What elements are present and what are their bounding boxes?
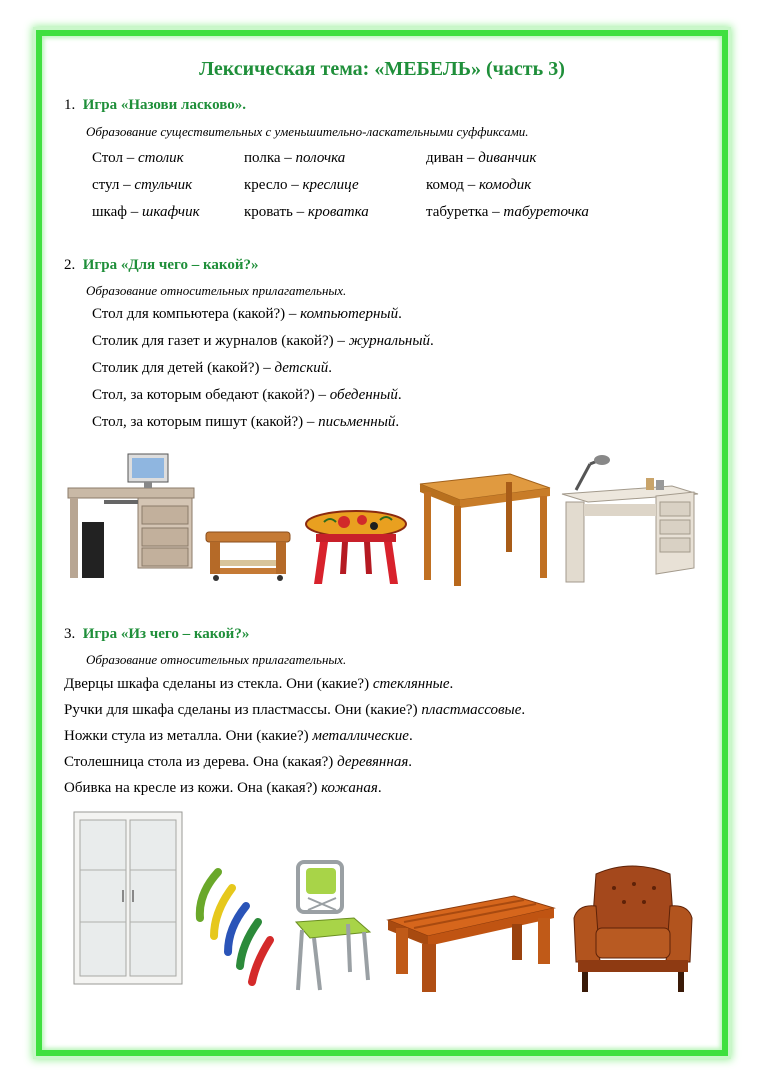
pair-diminutive: комодик: [478, 177, 532, 193]
writing-desk-image: [560, 450, 700, 586]
sentence-end: .: [449, 676, 454, 692]
sentence-answer: обеденный: [329, 387, 398, 403]
section3-line: [64, 754, 412, 771]
pair-word: диван: [426, 150, 464, 166]
pair-dash: –: [463, 150, 479, 166]
pair-dash: –: [287, 177, 303, 193]
sentence-answer: компьютерный: [300, 306, 399, 322]
section2-line: [92, 306, 402, 323]
section3-line: [64, 676, 453, 693]
pair-item: [244, 177, 359, 194]
pair-item: [244, 150, 345, 167]
pair-item: [244, 204, 369, 221]
section2-line: [92, 333, 434, 350]
pair-dash: –: [119, 177, 135, 193]
pair-diminutive: стульчик: [134, 177, 193, 193]
page-title: Лексическая тема: «МЕБЕЛЬ» (часть 3): [199, 58, 565, 80]
sentence-text: Стол, за которым обедают (какой?) –: [92, 387, 330, 403]
section3-heading: [64, 626, 249, 643]
sentence-end: .: [408, 754, 413, 770]
section3-number: 3.: [64, 626, 76, 642]
section2-name: Игра «Для чего – какой?»: [82, 257, 259, 273]
section3-line: [64, 780, 382, 797]
pair-diminutive: шкафчик: [142, 204, 200, 220]
pair-item: [426, 177, 531, 194]
sentence-end: .: [328, 360, 332, 376]
leather-armchair-image: [570, 864, 696, 996]
dining-table-image: [414, 470, 554, 590]
pair-word: табуретка: [426, 204, 489, 220]
pair-diminutive: креслице: [302, 177, 359, 193]
pair-item: [426, 150, 536, 167]
sentence-answer: журнальный: [348, 333, 431, 349]
sentence-text: Ножки стула из металла. Они (какие?): [64, 728, 313, 744]
section2-subtitle: Образование относительных прилагательных.: [86, 283, 347, 298]
section2-number: 2.: [64, 257, 76, 273]
sentence-text: Столешница стола из дерева. Она (какая?): [64, 754, 338, 770]
sentence-end: .: [521, 702, 526, 718]
pair-word: стул: [92, 177, 120, 193]
pair-diminutive: полочка: [295, 150, 346, 166]
wooden-table-image: [384, 890, 558, 996]
pair-dash: –: [292, 204, 308, 220]
sentence-end: .: [398, 306, 402, 322]
section1-name: Игра «Назови ласково».: [82, 97, 246, 113]
pair-word: полка: [244, 150, 281, 166]
pair-item: [92, 150, 184, 167]
sentence-answer: металлические: [312, 728, 409, 744]
plastic-handles-image: [190, 866, 280, 986]
sentence-end: .: [395, 414, 400, 430]
pair-dash: –: [463, 177, 479, 193]
glass-cabinet-image: [72, 810, 184, 990]
pair-dash: –: [122, 150, 138, 166]
sentence-end: .: [397, 387, 402, 403]
section2-line: [92, 360, 332, 377]
section1-number: 1.: [64, 97, 76, 113]
section1-subtitle: Образование существительных с уменьшительно-ласкательными суффиксами.: [86, 124, 529, 139]
sentence-text: Дверцы шкафа сделаны из стекла. Они (какие?): [64, 676, 373, 692]
pair-item: [92, 177, 192, 194]
pair-diminutive: столик: [137, 150, 184, 166]
pair-item: [92, 204, 200, 221]
sentence-text: Обивка на кресле из кожи. Она (какая?): [64, 780, 322, 796]
pair-dash: –: [127, 204, 142, 220]
pair-dash: –: [280, 150, 296, 166]
metal-chair-image: [284, 860, 374, 994]
section3-line: [64, 728, 413, 745]
pair-word: кресло: [244, 177, 288, 193]
pair-dash: –: [488, 204, 504, 220]
sentence-answer: деревянная: [337, 754, 409, 770]
section2-line: [92, 387, 402, 404]
sentence-end: .: [408, 728, 413, 744]
section3-line: [64, 702, 525, 719]
sentence-text: Столик для детей (какой?) –: [92, 360, 275, 376]
pair-word: кровать: [244, 204, 293, 220]
pair-diminutive: кроватка: [307, 204, 369, 220]
section3-name: Игра «Из чего – какой?»: [82, 626, 250, 642]
sentence-end: .: [430, 333, 434, 349]
section1-heading: [64, 97, 246, 114]
sentence-text: Ручки для шкафа сделаны из пластмассы. Они (какие?): [64, 702, 422, 718]
sentence-text: Столик для газет и журналов (какой?) –: [92, 333, 349, 349]
sentence-answer: стеклянные: [372, 676, 450, 692]
sentence-end: .: [377, 780, 382, 796]
sentence-text: Стол для компьютера (какой?) –: [92, 306, 301, 322]
section2-heading: [64, 257, 258, 274]
kids-table-image: [304, 508, 408, 588]
section2-line: [92, 414, 399, 431]
sentence-answer: пластмассовые: [421, 702, 522, 718]
section3-subtitle: Образование относительных прилагательных.: [86, 652, 347, 667]
pair-diminutive: диванчик: [478, 150, 537, 166]
pair-word: комод: [426, 177, 464, 193]
pair-word: Стол: [92, 150, 123, 166]
sentence-answer: кожаная: [321, 780, 378, 796]
computer-desk-image: [64, 444, 198, 584]
pair-diminutive: табуреточка: [503, 204, 589, 220]
sentence-answer: детский: [274, 360, 329, 376]
coffee-table-image: [204, 528, 292, 584]
pair-item: [426, 204, 589, 221]
sentence-answer: письменный: [318, 414, 396, 430]
sentence-text: Стол, за которым пишут (какой?) –: [92, 414, 319, 430]
pair-word: шкаф: [92, 204, 127, 220]
